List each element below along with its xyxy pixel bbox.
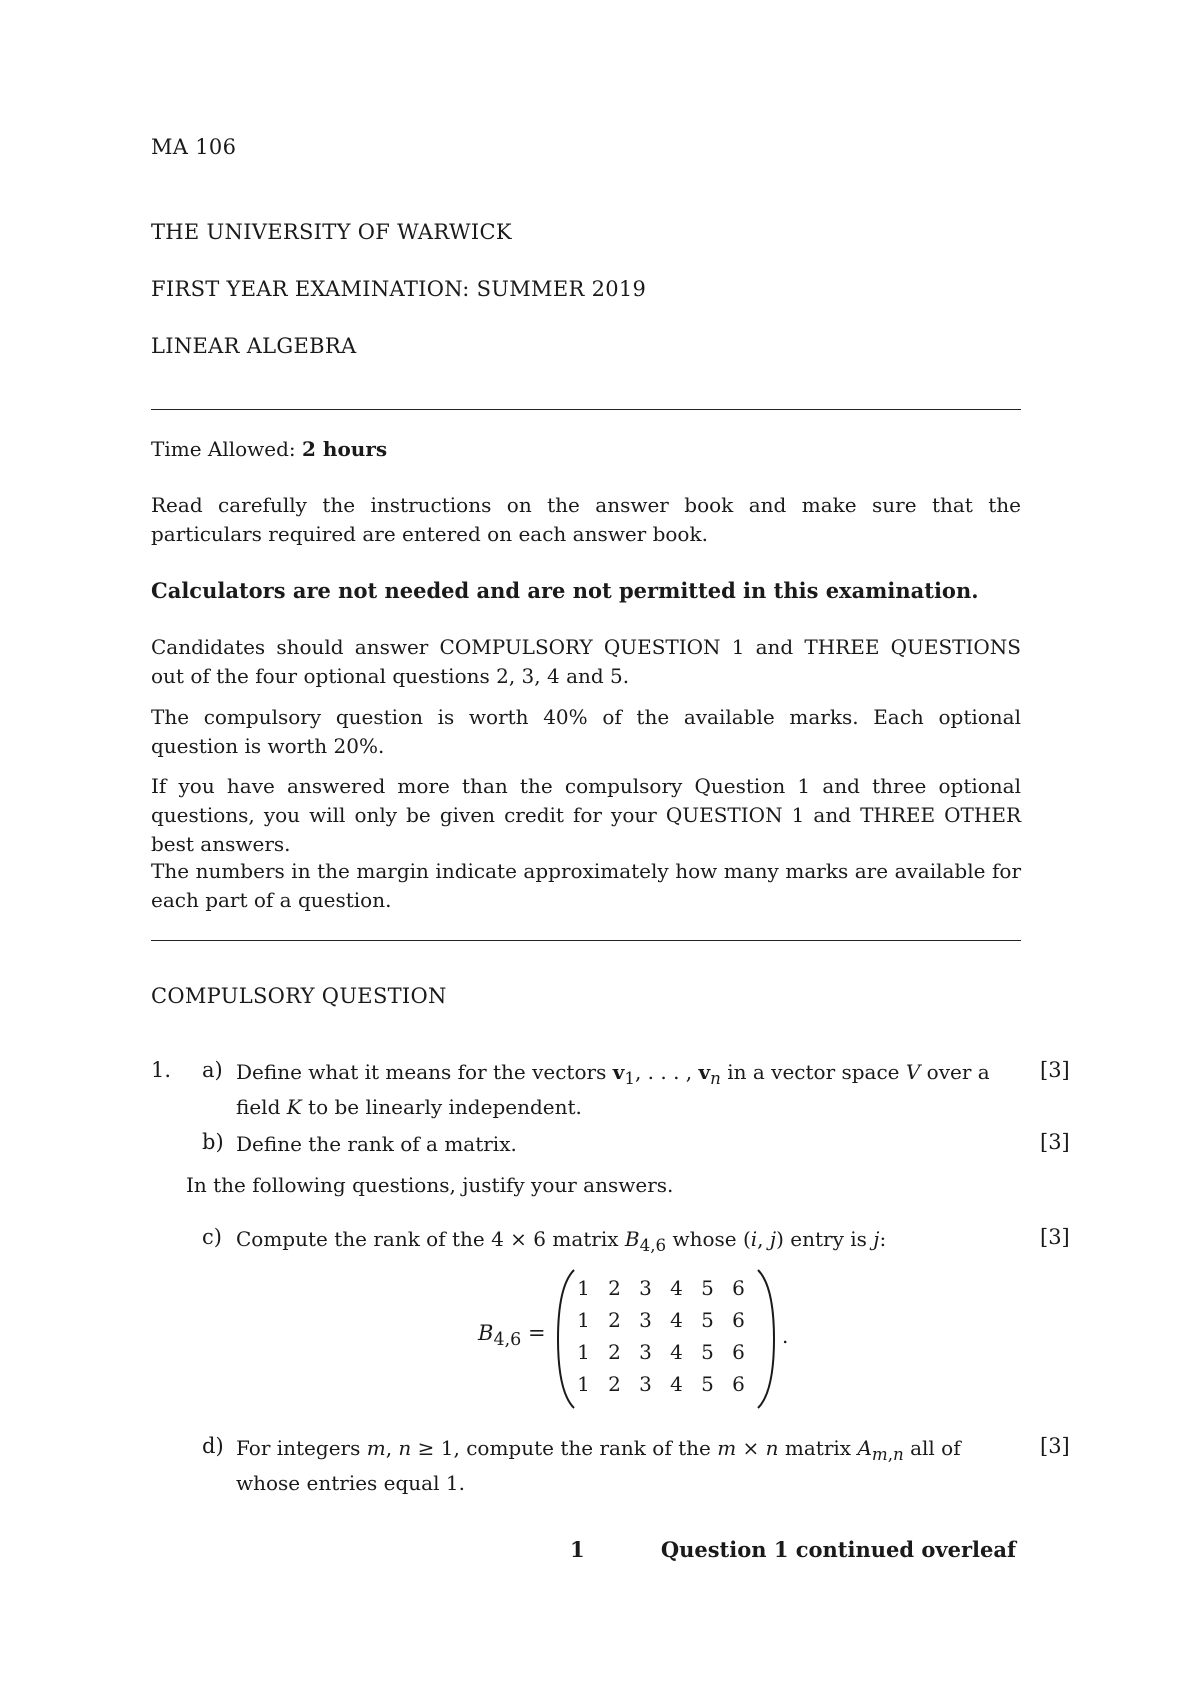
credit-notice: If you have answered more than the compulsory Question 1 and three optional questions, you will only be given credit for your QUESTION 1 and THREE OTHER best answers. <box>151 774 1021 856</box>
matrix-cell: 6 <box>732 1372 745 1396</box>
matrix-row <box>568 1272 754 1304</box>
part-c-text: Compute the rank of the 4 × 6 matrix $B_{4,6}$ whose (i, j) entry is j: <box>236 1227 887 1255</box>
matrix-cell: 5 <box>701 1340 714 1364</box>
part-d-marks: [3] <box>1040 1434 1070 1458</box>
matrix-period: . <box>782 1324 789 1348</box>
matrix-cell: 6 <box>732 1276 745 1300</box>
matrix-row <box>568 1304 754 1336</box>
part-a-label: a) <box>202 1058 223 1082</box>
time-label: Time Allowed: <box>151 437 296 461</box>
matrix-cell: 2 <box>608 1340 621 1364</box>
matrix-cell: 4 <box>670 1340 683 1364</box>
margin-notice: The numbers in the margin indicate approximately how many marks are available for each part of a question. <box>151 859 1021 912</box>
matrix-label: $B_{4,6}$ = <box>478 1321 546 1351</box>
course-code: MA 106 <box>151 135 237 159</box>
matrix-cell: 1 <box>577 1340 590 1364</box>
matrix-cell: 3 <box>639 1340 652 1364</box>
top-divider <box>151 409 1021 410</box>
right-paren <box>754 1268 778 1410</box>
weighting-notice: The compulsory question is worth 40% of the available marks. Each optional question is worth 20%. <box>151 705 1021 758</box>
matrix-row <box>568 1336 754 1368</box>
section-title: COMPULSORY QUESTION <box>151 984 447 1008</box>
matrix-cell: 5 <box>701 1372 714 1396</box>
subject-title: LINEAR ALGEBRA <box>151 334 357 358</box>
part-d-text: For integers m, n ≥ 1, compute the rank of the m × n matrix $A_{m,n}$ all of whose entries equal 1. <box>236 1436 961 1495</box>
matrix-cell: 3 <box>639 1372 652 1396</box>
matrix-cell: 1 <box>577 1276 590 1300</box>
matrix-grid <box>568 1272 754 1400</box>
matrix-cell: 2 <box>608 1372 621 1396</box>
part-d-label: d) <box>202 1434 224 1458</box>
exam-title: FIRST YEAR EXAMINATION: SUMMER 2019 <box>151 277 647 301</box>
matrix-row <box>568 1368 754 1400</box>
matrix-cell: 5 <box>701 1276 714 1300</box>
matrix-cell: 4 <box>670 1308 683 1332</box>
matrix-cell: 4 <box>670 1372 683 1396</box>
matrix-cell: 6 <box>732 1340 745 1364</box>
matrix-cell: 1 <box>577 1372 590 1396</box>
continued-notice: Question 1 continued overleaf <box>660 1537 1016 1562</box>
bottom-divider <box>151 940 1021 941</box>
calculator-notice: Calculators are not needed and are not permitted in this examination. <box>151 578 979 603</box>
answer-book-instructions: Read carefully the instructions on the answer book and make sure that the particulars required are entered on each answer book. <box>151 493 1021 546</box>
part-c-label: c) <box>202 1225 222 1249</box>
time-allowed <box>151 435 387 464</box>
university-name: THE UNIVERSITY OF WARWICK <box>151 220 512 244</box>
part-b-text: Define the rank of a matrix. <box>236 1132 517 1156</box>
question-number: 1. <box>151 1058 172 1082</box>
matrix-cell: 2 <box>608 1276 621 1300</box>
page-number: 1 <box>570 1537 585 1562</box>
matrix-cell: 3 <box>639 1276 652 1300</box>
matrix-cell: 6 <box>732 1308 745 1332</box>
time-value: 2 hours <box>302 437 388 461</box>
justify-instruction: In the following questions, justify your answers. <box>186 1173 674 1197</box>
matrix-cell: 2 <box>608 1308 621 1332</box>
matrix-cell: 1 <box>577 1308 590 1332</box>
matrix-cell: 4 <box>670 1276 683 1300</box>
part-b-label: b) <box>202 1130 224 1154</box>
part-a-marks: [3] <box>1040 1058 1070 1082</box>
matrix-cell: 5 <box>701 1308 714 1332</box>
matrix-cell: 3 <box>639 1308 652 1332</box>
part-b-marks: [3] <box>1040 1130 1070 1154</box>
part-a-text: Define what it means for the vectors $v_1$, . . . , $v_n$ in a vector space V over a field K to be linearly independent. <box>236 1060 990 1119</box>
part-c-marks: [3] <box>1040 1225 1070 1249</box>
candidate-instructions: Candidates should answer COMPULSORY QUESTION 1 and THREE QUESTIONS out of the four optional questions 2, 3, 4 and 5. <box>151 635 1021 688</box>
